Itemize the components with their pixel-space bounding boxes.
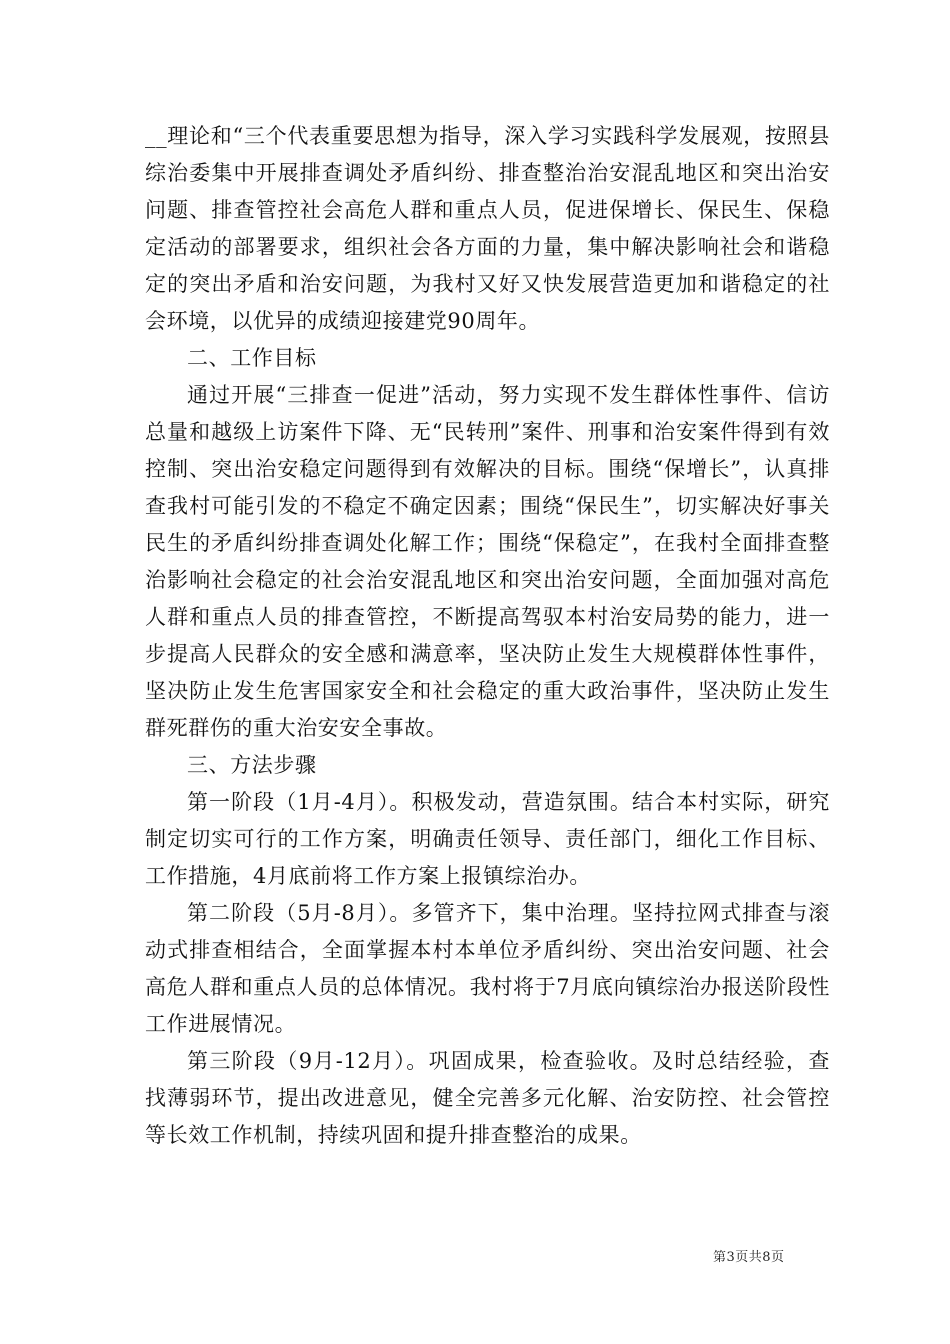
document-body bbox=[145, 118, 830, 1154]
section-heading-goals: 二、工作目标 bbox=[187, 346, 317, 370]
paragraph-stage-one: 第一阶段（1月-4月）。积极发动，营造氛围。结合本村实际，研究制定切实可行的工作方案，明确责任领导、责任部门，细化工作目标、工作措施，4月底前将工作方案上报镇综治办。 bbox=[145, 790, 830, 888]
paragraph-stage-three: 第三阶段（9月-12月）。巩固成果，检查验收。及时总结经验，查找薄弱环节，提出改进意见，健全完善多元化解、治安防控、社会管控等长效工作机制，持续巩固和提升排查整治的成果。 bbox=[145, 1049, 830, 1147]
paragraph-intro: __理论和“三个代表重要思想为指导，深入学习实践科学发展观，按照县综治委集中开展排查调处矛盾纠纷、排查整治治安混乱地区和突出治安问题、排查管控社会高危人群和重点人员，促进保增长、保民生、保稳定活动的部署要求，组织社会各方面的力量，集中解决影响社会和谐稳定的突出矛盾和治安问题，为我村又好又快发展营造更加和谐稳定的社会环境，以优异的成绩迎接建党90周年。 bbox=[145, 124, 830, 333]
page-footer: 第3页共8页 bbox=[713, 1250, 785, 1265]
paragraph-stage-two: 第二阶段（5月-8月）。多管齐下，集中治理。坚持拉网式排查与滚动式排查相结合，全面掌握本村本单位矛盾纠纷、突出治安问题、社会高危人群和重点人员的总体情况。我村将于7月底向镇综治办报送阶段性工作进展情况。 bbox=[145, 901, 830, 1036]
paragraph-goals: 通过开展“三排查一促进”活动，努力实现不发生群体性事件、信访总量和越级上访案件下降、无“民转刑”案件、刑事和治安案件得到有效控制、突出治安稳定问题得到有效解决的目标。围绕“保增长”，认真排查我村可能引发的不稳定不确定因素；围绕“保民生”，切实解决好事关民生的矛盾纠纷排查调处化解工作；围绕“保稳定”，在我村全面排查整治影响社会稳定的社会治安混乱地区和突出治安问题，全面加强对高危人群和重点人员的排查管控，不断提高驾驭本村治安局势的能力，进一步提高人民群众的安全感和满意率，坚决防止发生大规模群体性事件，坚决防止发生危害国家安全和社会稳定的重大政治事件，坚决防止发生群死群伤的重大治安安全事故。 bbox=[145, 383, 830, 740]
section-heading-steps: 三、方法步骤 bbox=[187, 753, 317, 777]
